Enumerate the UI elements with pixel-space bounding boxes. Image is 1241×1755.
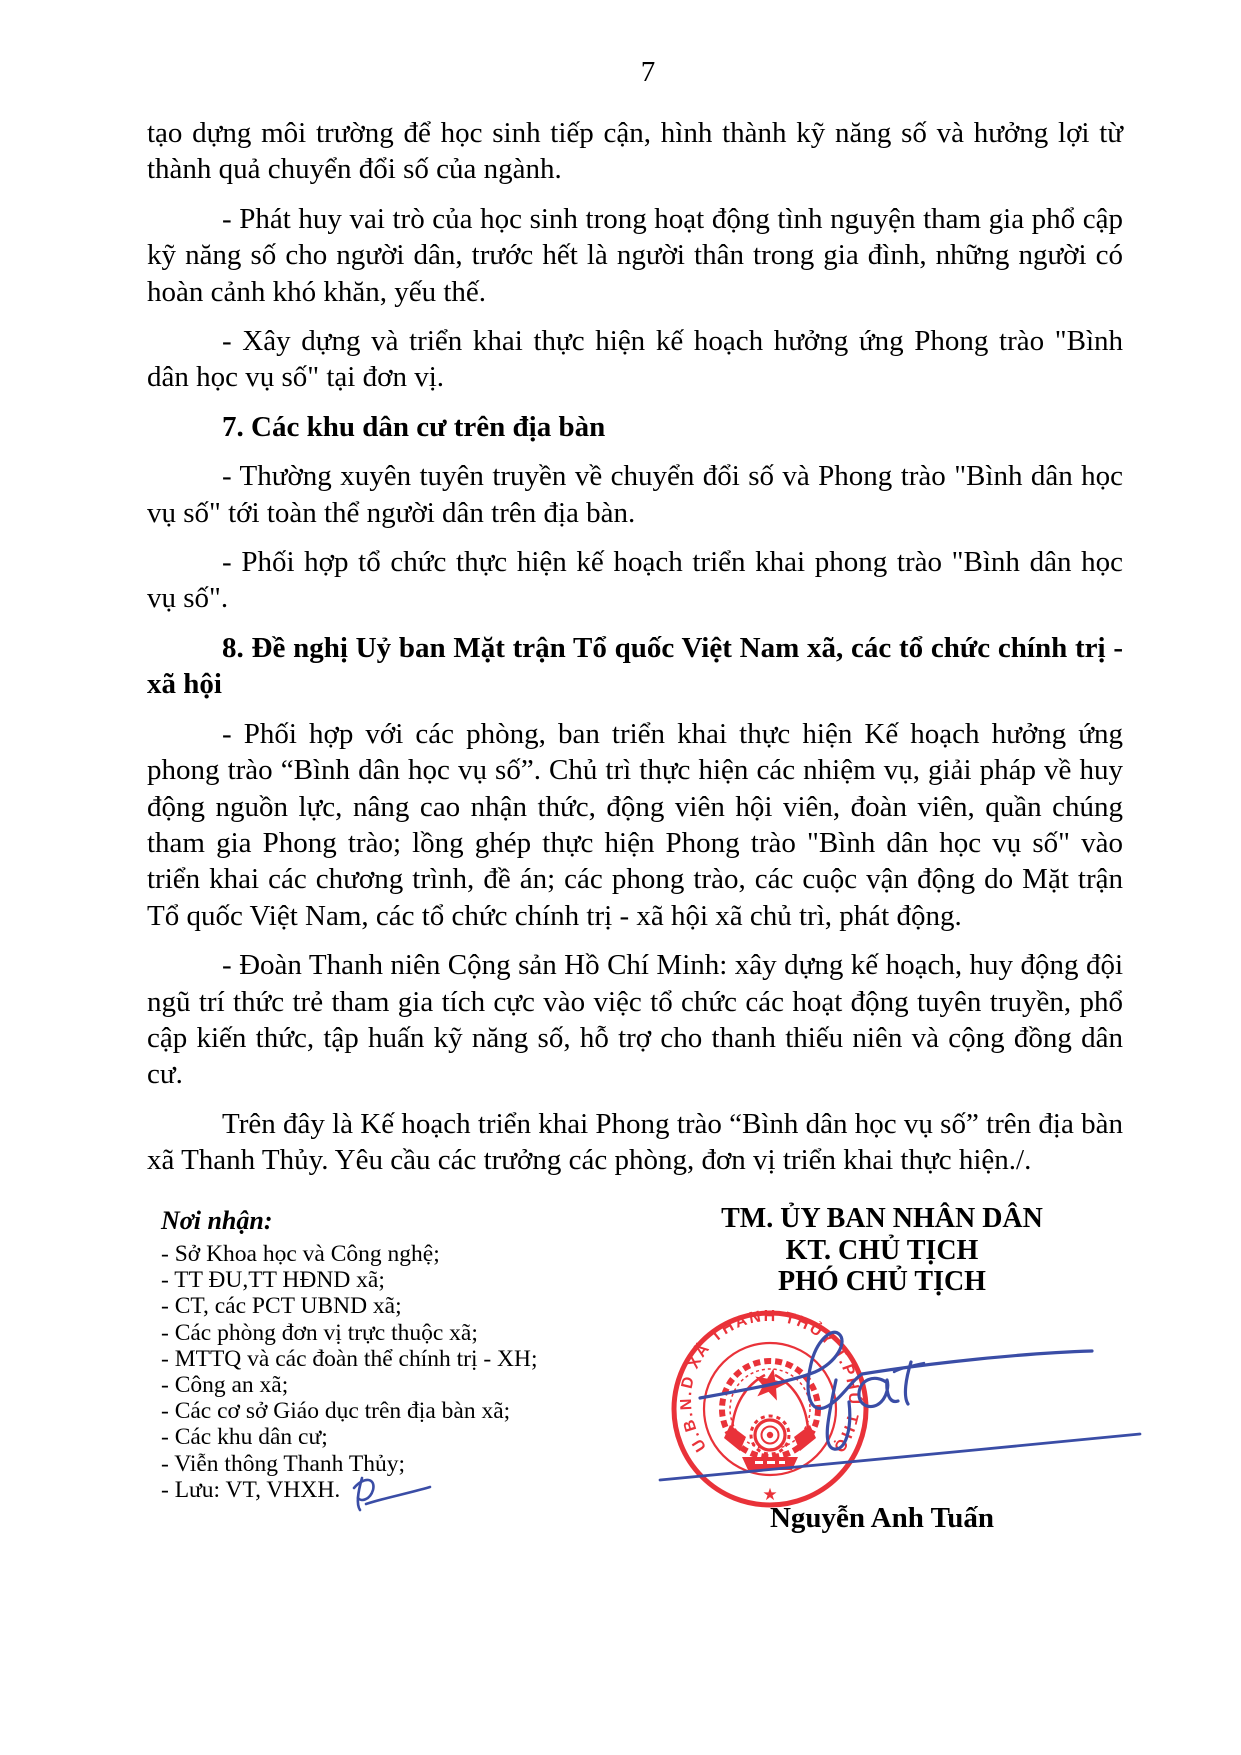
signing-capacity: KT. CHỦ TỊCH — [785, 1234, 979, 1266]
signing-authority: TM. ỦY BAN NHÂN DÂN — [721, 1203, 1043, 1234]
recipient-item: - Các khu dân cư; — [161, 1424, 328, 1451]
seal-ring-text: U.B.N.D XÃ THANH THỦY T.PHÚ THỌ — [677, 1308, 863, 1457]
signer-name: Nguyễn Anh Tuấn — [769, 1502, 995, 1534]
body-paragraph: Trên đây là Kế hoạch triển khai Phong trào “Bình dân học vụ số” trên địa bàn xã Thanh Thủy. Yêu cầu các trưởng các phòng, đơn vị triển khai thực hiện./. — [147, 1107, 1123, 1177]
recipient-item: - Sở Khoa học và Công nghệ; — [161, 1241, 440, 1267]
recipient-item: - Các phòng đơn vị trực thuộc xã; — [161, 1319, 478, 1346]
recipient-item: - MTTQ và các đoàn thể chính trị - XH; — [161, 1345, 538, 1372]
signature-ink — [640, 1318, 1160, 1498]
recipient-item: - Viễn thông Thanh Thủy; — [161, 1450, 406, 1477]
body-paragraph: - Phối hợp tổ chức thực hiện kế hoạch triển khai phong trào "Bình dân học vụ số". — [147, 546, 1123, 615]
body-paragraph: - Xây dựng và triển khai thực hiện kế hoạch hưởng ứng Phong trào "Bình dân học vụ số" tại đơn vị. — [147, 325, 1123, 394]
body-paragraph: - Đoàn Thanh niên Cộng sản Hồ Chí Minh: xây dựng kế hoạch, huy động đội ngũ trí thức trẻ tham gia tích cực vào việc tổ chức các hoạt động tuyên truyền, phổ cập kiến thức, tập huấn kỹ năng số, hỗ trợ cho thanh thiếu niên và cộng đồng dân cư. — [147, 949, 1123, 1091]
recipient-item: - CT, các PCT UBND xã; — [161, 1293, 402, 1320]
body-paragraph: - Thường xuyên tuyên truyền về chuyển đổi số và Phong trào "Bình dân học vụ số" tới toàn thể người dân trên địa bàn. — [147, 460, 1123, 529]
section-heading-8: 8. Đề nghị Uỷ ban Mặt trận Tổ quốc Việt Nam xã, các tổ chức chính trị - xã hội — [147, 631, 1123, 701]
recipient-item: - Công an xã; — [161, 1372, 289, 1399]
body-paragraph: tạo dựng môi trường để học sinh tiếp cận, hình thành kỹ năng số và hưởng lợi từ thành quả chuyển đổi số của ngành. — [147, 117, 1123, 186]
seal-star-glyph: ★ — [762, 1485, 778, 1504]
recipients-block — [161, 1206, 631, 1503]
recipient-item: - Lưu: VT, VHXH. — [161, 1476, 341, 1503]
recipients-list — [161, 1241, 631, 1503]
body-paragraph: - Phát huy vai trò của học sinh trong hoạt động tình nguyện tham gia phổ cập kỹ năng số cho người dân, trước hết là người thân trong gia đình, những người có hoàn cảnh khó khăn, yếu thế. — [147, 202, 1123, 308]
page-number: 7 — [640, 56, 656, 88]
recipient-item: - Các cơ sở Giáo dục trên địa bàn xã; — [161, 1398, 511, 1425]
section-heading-7: 7. Các khu dân cư trên địa bàn — [222, 410, 606, 443]
recipients-title: Nơi nhận: — [161, 1206, 273, 1235]
initials-ink — [346, 1470, 436, 1520]
body-paragraph: - Phối hợp với các phòng, ban triển khai thực hiện Kế hoạch hưởng ứng phong trào “Bình dân học vụ số”. Chủ trì thực hiện các nhiệm vụ, giải pháp về huy động nguồn lực, nâng cao nhận thức, động viên hội viên, đoàn viên, quần chúng tham gia Phong trào; lồng ghép thực hiện Phong trào "Bình dân học vụ số" vào triển khai các chương trình, đề án; các phong trào, các cuộc vận động do Mặt trận Tổ quốc Việt Nam, các tổ chức chính trị - xã hội xã chủ trì, phát động. — [147, 717, 1123, 932]
signature-heading — [642, 1203, 1122, 1298]
signer-title: PHÓ CHỦ TỊCH — [778, 1266, 986, 1297]
document-body — [147, 115, 1123, 1179]
recipient-item: - TT ĐU,TT HĐND xã; — [161, 1267, 385, 1294]
